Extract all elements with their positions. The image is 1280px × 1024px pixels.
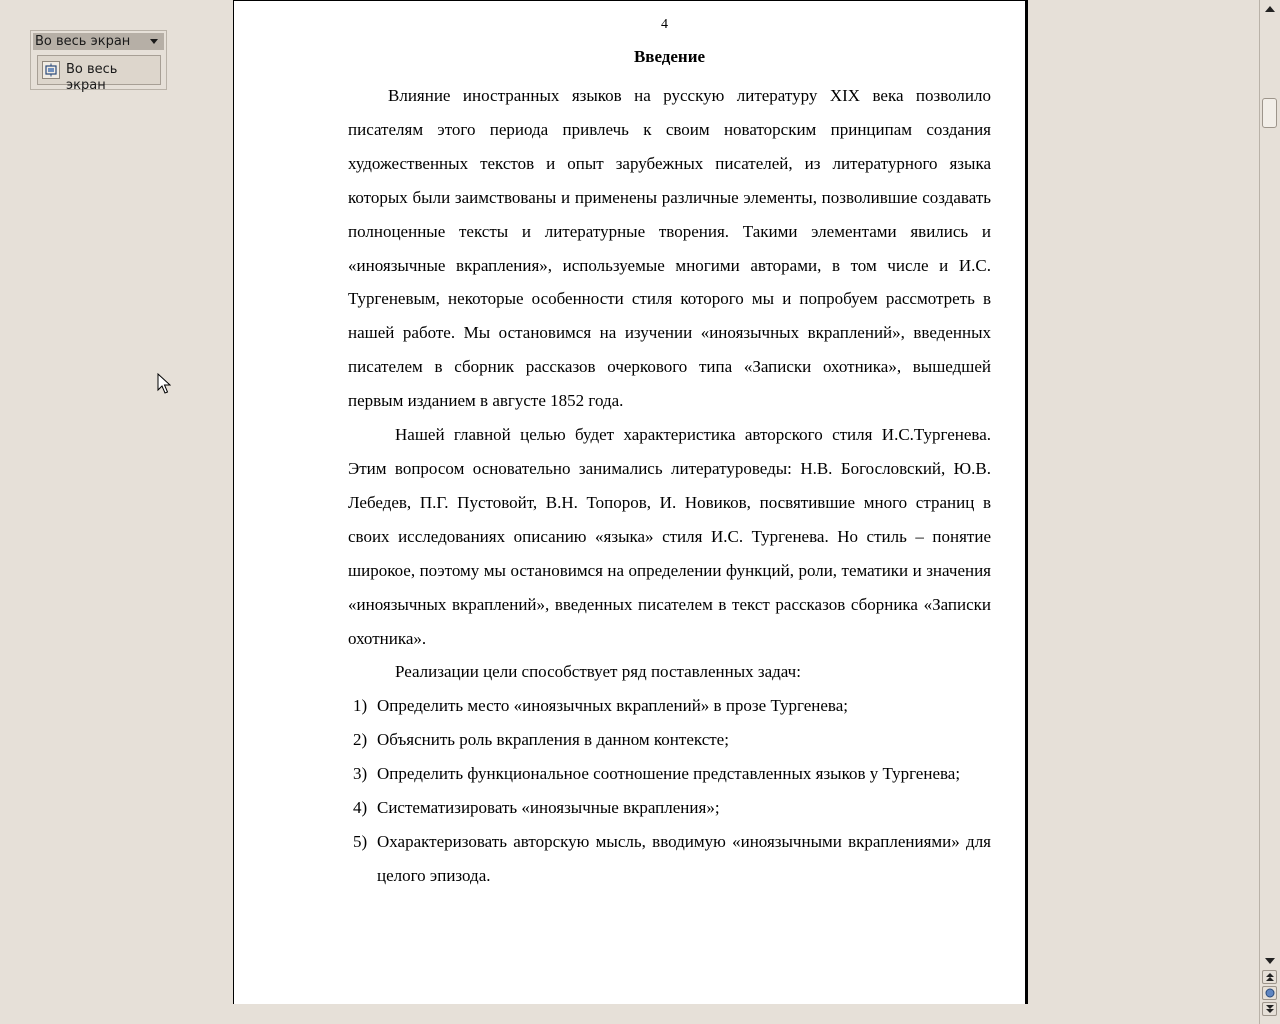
next-page-button[interactable]	[1262, 1002, 1277, 1016]
full-screen-button[interactable]	[37, 55, 161, 93]
task-list	[348, 689, 991, 892]
list-item	[348, 689, 991, 723]
paragraph-tasks-intro: Реализации цели способствует ряд поставленных задач:	[395, 662, 801, 682]
mouse-pointer-icon	[157, 373, 171, 399]
page-body[interactable]	[348, 43, 991, 893]
full-screen-button-label: Во весь экран	[66, 62, 118, 93]
previous-page-button[interactable]	[1262, 970, 1277, 984]
scroll-up-arrow-icon[interactable]	[1265, 6, 1275, 12]
list-item	[348, 723, 991, 757]
scroll-down-arrow-icon[interactable]	[1265, 958, 1275, 964]
paragraph-goal: Нашей главной целью будет характеристика авторского стиля И.С.Тургенева. Этим вопросом основательно занимались литературоведы: Н.В. Богословский, Ю.В. Лебедев, П.Г. Пустовойт, В.Н. Топоров, И. Новиков, посвятившие много страниц в своих исследованиях описанию «языка» стиля И.С. Тургенева. Но стиль – понятие широкое, поэтому мы остановимся на определении функций, роли, тематики и значения «иноязычных вкраплений», введенных писателем в текст рассказов сборника «Записки охотника».	[348, 425, 991, 648]
list-item-text: Определить функциональное соотношение представленных языков у Тургенева;	[377, 764, 961, 784]
list-item-text: Систематизировать «иноязычные вкрапления»;	[377, 798, 720, 818]
paragraph-intro: Влияние иностранных языков на русскую литературу XIX века позволило писателям этого периода привлечь к своим новаторским принципам создания художественных текстов и опыт зарубежных писателей, из литературного языка которых были заимствованы и применены различные элементы, позволившие создавать полноценные тексты и литературные творения. Такими элементами явились и «иноязычные вкрапления», используемые многими авторами, в том числе и И.С. Тургеневым, некоторые особенности стиля которого мы и попробуем рассмотреть в нашей работе. Мы остановимся на изучении «иноязычных вкраплений», введенных писателем в сборник рассказов очеркового типа «Записки охотника», вышедшей первым изданием в августе 1852 года.	[348, 86, 991, 411]
scroll-thumb[interactable]	[1262, 98, 1277, 128]
full-screen-toolbar	[30, 30, 167, 93]
list-item-number: 2)	[353, 730, 368, 750]
dropdown-arrow-icon[interactable]	[150, 39, 158, 44]
full-screen-icon	[42, 61, 60, 79]
list-item-text: Объяснить роль вкрапления в данном контексте;	[377, 730, 729, 750]
list-item	[348, 825, 991, 893]
page-heading: Введение	[633, 47, 706, 66]
list-item-number: 4)	[353, 798, 368, 818]
list-item-number: 1)	[353, 696, 368, 716]
list-item-text: Определить место «иноязычных вкраплений» в прозе Тургенева;	[377, 696, 848, 716]
document-page[interactable]	[233, 0, 1028, 1004]
page-number: 4	[661, 17, 668, 32]
list-item	[348, 791, 991, 825]
toolbar-title: Во весь экран	[35, 34, 131, 49]
vertical-scrollbar[interactable]	[1259, 0, 1280, 1024]
list-item-number: 5)	[353, 831, 368, 851]
toolbar-title-bar[interactable]	[33, 33, 164, 50]
list-item-text: Охарактеризовать авторскую мысль, вводимую «иноязычными вкраплениями» для целого эпизода.	[377, 831, 991, 885]
horizontal-area	[0, 1004, 1259, 1024]
list-item	[348, 757, 991, 791]
navigator-button[interactable]	[1262, 986, 1277, 1000]
list-item-number: 3)	[353, 764, 368, 784]
